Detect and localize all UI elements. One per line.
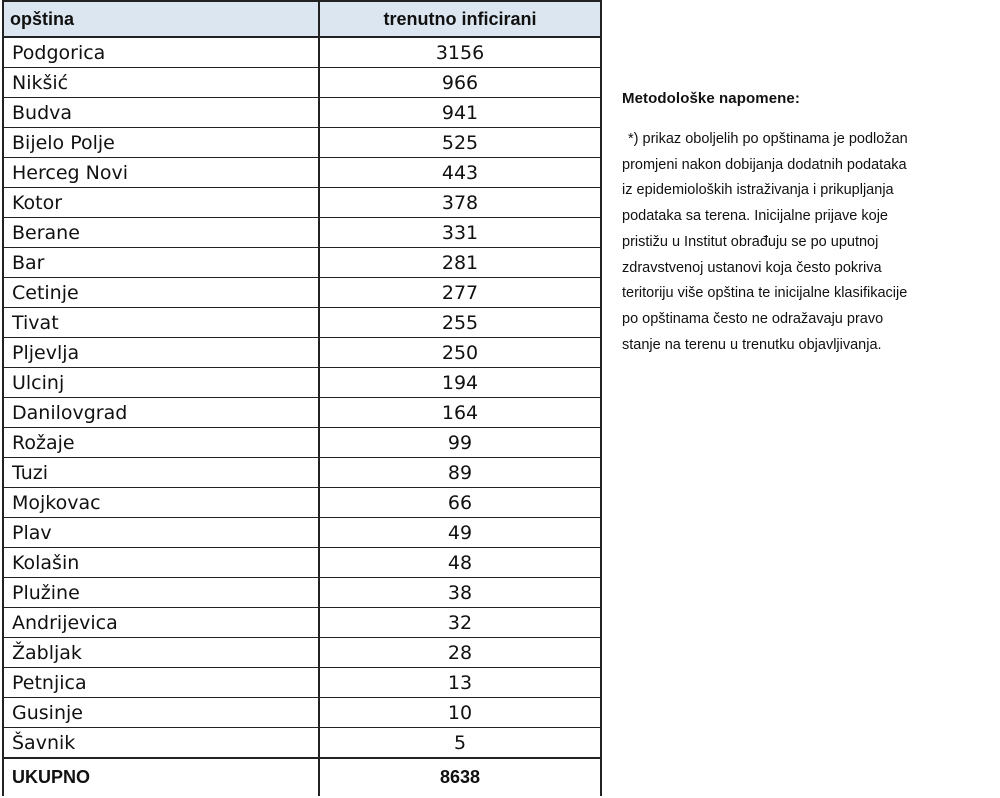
active-count: 194 (441, 371, 479, 394)
table-row (4, 638, 600, 668)
municipality-name: Petnjica (4, 668, 320, 697)
table-row (4, 548, 600, 578)
municipality-name: Cetinje (4, 278, 320, 307)
active-count: 5 (453, 731, 467, 754)
active-count: 89 (447, 461, 473, 484)
municipality-name: Plužine (4, 578, 320, 607)
municipality-name: Herceg Novi (4, 158, 320, 187)
table-row (4, 68, 600, 98)
active-count: 966 (441, 71, 479, 94)
total-label: UKUPNO (4, 759, 320, 796)
table-row (4, 698, 600, 728)
municipality-name: Danilovgrad (4, 398, 320, 427)
table-row (4, 728, 600, 758)
active-count: 378 (441, 191, 479, 214)
notes-line: pristižu u Institut obrađuju se po uputnoj (622, 233, 879, 250)
table-row (4, 158, 600, 188)
municipality-name: Žabljak (4, 638, 320, 667)
table-row (4, 458, 600, 488)
total-value: 8638 (439, 767, 481, 787)
active-count: 277 (441, 281, 479, 304)
municipality-name: Bar (4, 248, 320, 277)
table-row (4, 488, 600, 518)
active-count: 32 (447, 611, 473, 634)
municipality-name: Mojkovac (4, 488, 320, 517)
table-row (4, 398, 600, 428)
active-count: 99 (447, 431, 473, 454)
total-row (4, 758, 600, 796)
municipality-name: Andrijevica (4, 608, 320, 637)
table-row (4, 308, 600, 338)
column-header-active: trenutno inficirani (383, 8, 537, 29)
municipality-name: Gusinje (4, 698, 320, 727)
municipality-name: Plav (4, 518, 320, 547)
table-row (4, 218, 600, 248)
table-row (4, 188, 600, 218)
active-count: 250 (441, 341, 479, 364)
active-count: 49 (447, 521, 473, 544)
municipality-name: Pljevlja (4, 338, 320, 367)
column-header-municipality: opština (4, 2, 320, 36)
table-row (4, 338, 600, 368)
municipality-name: Bijelo Polje (4, 128, 320, 157)
table-row (4, 608, 600, 638)
table-row (4, 278, 600, 308)
table-row (4, 578, 600, 608)
notes-line: podataka sa terena. Inicijalne prijave koje (622, 208, 888, 225)
active-count: 331 (441, 221, 479, 244)
municipality-name: Nikšić (4, 68, 320, 97)
municipality-name: Šavnik (4, 728, 320, 757)
infections-table (2, 0, 602, 796)
table-row (4, 128, 600, 158)
municipality-name: Kotor (4, 188, 320, 217)
active-count: 28 (447, 641, 473, 664)
notes-line: zdravstvenoj ustanovi koja često pokriva (622, 259, 882, 276)
active-count: 48 (447, 551, 473, 574)
active-count: 164 (441, 401, 479, 424)
municipality-name: Tuzi (4, 458, 320, 487)
active-count: 525 (441, 131, 479, 154)
municipality-name: Rožaje (4, 428, 320, 457)
active-count: 66 (447, 491, 473, 514)
active-count: 10 (447, 701, 473, 724)
municipality-name: Ulcinj (4, 368, 320, 397)
notes-line: *) prikaz oboljelih po opštinama je podložan (628, 131, 908, 147)
municipality-name: Kolašin (4, 548, 320, 577)
notes-line: stanje na terenu u trenutku objavljivanja. (622, 336, 882, 353)
table-row (4, 248, 600, 278)
active-count: 255 (441, 311, 479, 334)
municipality-name: Berane (4, 218, 320, 247)
active-count: 3156 (435, 41, 485, 64)
notes-line: iz epidemioloških istraživanja i prikupljanja (622, 182, 894, 199)
notes-title: Metodološke napomene: (622, 90, 800, 107)
table-row (4, 38, 600, 68)
notes-line: po opštinama često ne odražavaju pravo (622, 310, 884, 327)
table-row (4, 518, 600, 548)
table-row (4, 98, 600, 128)
methodology-notes (622, 90, 992, 358)
active-count: 13 (447, 671, 473, 694)
table-header (4, 2, 600, 38)
municipality-name: Budva (4, 98, 320, 127)
active-count: 443 (441, 161, 479, 184)
table-row (4, 668, 600, 698)
notes-line: promjeni nakon dobijanja dodatnih podataka (622, 156, 907, 173)
table-row (4, 368, 600, 398)
municipality-name: Tivat (4, 308, 320, 337)
active-count: 941 (441, 101, 479, 124)
active-count: 38 (447, 581, 473, 604)
table-row (4, 428, 600, 458)
active-count: 281 (441, 251, 479, 274)
notes-line: teritoriju više opština te inicijalne klasifikacije (622, 285, 908, 302)
municipality-name: Podgorica (4, 38, 320, 67)
